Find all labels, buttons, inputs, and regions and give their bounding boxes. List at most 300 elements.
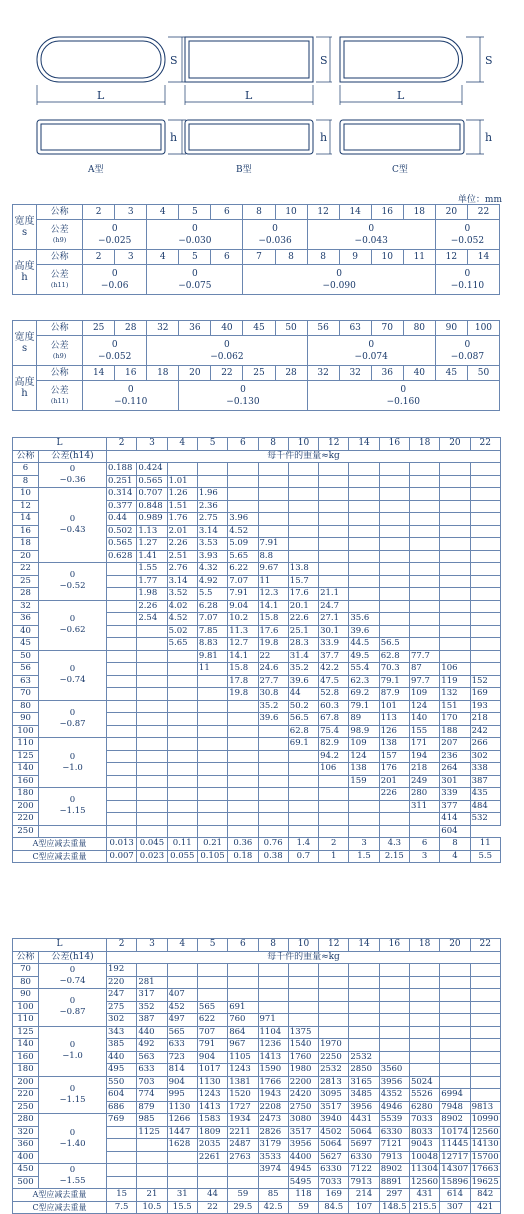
deduct-value: 214	[349, 1189, 379, 1202]
weight-value: 532	[470, 813, 500, 826]
deduct-value: 614	[440, 1189, 470, 1202]
deduct-value: 15.5	[167, 1201, 197, 1214]
weight-value: 220	[107, 976, 137, 989]
weight-value	[137, 763, 167, 776]
length-tolerance	[39, 650, 107, 700]
weight-value: 1125	[137, 1126, 167, 1139]
tol-lower: −0.110	[450, 280, 485, 291]
weight-value	[349, 1026, 379, 1039]
weight-value: 1934	[228, 1114, 258, 1127]
weight-value: 1809	[197, 1126, 227, 1139]
height-nominal: 50	[467, 366, 499, 381]
weight-value	[197, 989, 227, 1002]
weight-value	[319, 989, 349, 1002]
weight-value	[409, 638, 439, 651]
key-b-top-outer	[185, 37, 313, 82]
weight-value	[470, 1076, 500, 1089]
weight-value: 1628	[167, 1139, 197, 1152]
weight-value: 264	[440, 763, 470, 776]
weight-value: 50.2	[288, 700, 318, 713]
tol-line: 0	[69, 707, 76, 718]
weight-value	[319, 463, 349, 476]
deduct-value: 0.007	[107, 850, 137, 863]
tol-text: 公差	[50, 225, 69, 235]
weight-value	[167, 688, 197, 701]
height-nominal: 40	[403, 366, 435, 381]
weight-value: 79.1	[379, 675, 409, 688]
weight-value: 563	[137, 1051, 167, 1064]
weight-value: 1243	[228, 1064, 258, 1077]
weight-value	[470, 663, 500, 676]
weight-value	[167, 738, 197, 751]
weight-value	[197, 788, 227, 801]
weight-value	[107, 1151, 137, 1164]
weight-value: 7121	[379, 1139, 409, 1152]
length-tolerance	[39, 1114, 107, 1164]
weight-value	[197, 750, 227, 763]
tol-line: −0.74	[59, 675, 86, 685]
weight-value	[107, 663, 137, 676]
weight-value: 171	[409, 738, 439, 751]
weight-value: 37.7	[319, 650, 349, 663]
length-nominal: 70	[13, 964, 39, 977]
weight-value: 864	[228, 1026, 258, 1039]
weight-value: 3095	[319, 1089, 349, 1102]
weight-value: 33.9	[319, 638, 349, 651]
weight-value: 56.5	[379, 638, 409, 651]
weight-value: 14.1	[258, 600, 288, 613]
weight-value	[409, 500, 439, 513]
weight-value	[379, 488, 409, 501]
weight-value	[349, 600, 379, 613]
weight-value	[440, 538, 470, 551]
weight-value	[137, 675, 167, 688]
weight-value: 497	[167, 1014, 197, 1027]
weight-value	[470, 588, 500, 601]
weight-value: 0.848	[137, 500, 167, 513]
height-nominal: 14	[467, 250, 499, 265]
weight-value: 407	[167, 989, 197, 1002]
weight-value: 2.26	[137, 600, 167, 613]
tol-lower: −0.025	[98, 235, 132, 246]
tol-upper: 0	[368, 223, 375, 234]
weight-value: 1266	[167, 1114, 197, 1127]
weight-value	[288, 488, 318, 501]
width-column-header: 2	[107, 438, 137, 451]
weight-value	[409, 1039, 439, 1052]
weight-value: 10990	[471, 1114, 499, 1125]
width-tolerance	[147, 220, 243, 250]
tol-lower: −0.052	[450, 235, 485, 246]
key-a-top-outer	[37, 37, 165, 82]
weight-value	[319, 813, 349, 826]
table-row	[13, 1164, 501, 1177]
weight-value: 1980	[288, 1064, 318, 1077]
deduct-value: 59	[288, 1201, 318, 1214]
height-nominal: 7	[243, 250, 275, 265]
width-column-header: 22	[470, 939, 500, 952]
weight-value	[440, 563, 470, 576]
weight-value	[228, 800, 258, 813]
weight-value	[319, 475, 349, 488]
weight-value: 3956	[379, 1076, 409, 1089]
weight-value: 440	[107, 1051, 137, 1064]
weight-value	[107, 763, 137, 776]
weight-value: 17.6	[258, 625, 288, 638]
height-tolerance	[243, 265, 435, 295]
weight-value	[379, 613, 409, 626]
weight-value	[349, 563, 379, 576]
tol-upper: 0	[127, 384, 134, 395]
deduct-value: 21	[137, 1189, 167, 1202]
weight-value: 2532	[349, 1051, 379, 1064]
height-text: 高度	[14, 261, 35, 272]
width-text: 宽度	[14, 216, 35, 227]
weight-value	[470, 463, 500, 476]
weight-value	[258, 1176, 288, 1189]
deduct-value: 3	[349, 838, 379, 851]
weight-value	[228, 463, 258, 476]
weight-value	[228, 500, 258, 513]
tol-line: 0	[69, 1040, 76, 1050]
weight-value	[228, 475, 258, 488]
width-nominal: 6	[211, 205, 243, 220]
weight-value	[288, 513, 318, 526]
length-tolerance	[39, 738, 107, 788]
weight-value: 89	[349, 713, 379, 726]
weight-value: 1.96	[197, 488, 227, 501]
weight-value: 5627	[319, 1151, 349, 1164]
table-row	[13, 989, 501, 1002]
weight-value	[167, 663, 197, 676]
dim-l-b: L	[245, 89, 253, 102]
weight-value: 47.5	[319, 675, 349, 688]
deduct-value: 5.5	[470, 850, 500, 863]
width-nominal: 45	[243, 321, 275, 336]
weight-value	[409, 463, 439, 476]
weight-value	[379, 825, 409, 838]
deduct-value: 31	[167, 1189, 197, 1202]
height-nominal: 10	[371, 250, 403, 265]
weight-value	[167, 750, 197, 763]
deduct-value: 10.5	[137, 1201, 167, 1214]
width-column-header: 8	[258, 939, 288, 952]
key-a-side-inner	[41, 124, 161, 150]
length-nominal: 40	[13, 625, 39, 638]
weight-value: 2211	[228, 1126, 258, 1139]
weight-value: 44	[288, 688, 318, 701]
weight-value: 201	[379, 775, 409, 788]
length-nominal: 36	[13, 613, 39, 626]
weight-value	[319, 550, 349, 563]
weight-value: 1520	[228, 1089, 258, 1102]
weight-value: 1760	[288, 1051, 318, 1064]
weight-value	[319, 800, 349, 813]
length-nominal: 22	[13, 563, 39, 576]
weight-value	[137, 750, 167, 763]
width-column-header: 16	[379, 438, 409, 451]
tol-upper: 0	[464, 268, 471, 279]
weight-value	[288, 800, 318, 813]
length-nominal: 280	[13, 1114, 39, 1127]
weight-value: 1.01	[167, 475, 197, 488]
weight-value: 9.04	[228, 600, 258, 613]
weight-value: 1540	[288, 1039, 318, 1052]
length-nominal: 220	[13, 1089, 39, 1102]
weight-value	[409, 813, 439, 826]
weight-value: 1.76	[167, 513, 197, 526]
weight-value: 5697	[349, 1139, 379, 1152]
tol-line: 0	[69, 1165, 76, 1175]
weight-value	[167, 763, 197, 776]
length-nominal: 100	[13, 1001, 39, 1014]
weight-value: 12717	[441, 1151, 469, 1162]
weight-value: 124	[409, 700, 439, 713]
weight-value: 904	[197, 1051, 227, 1064]
nominal-header: 公称	[13, 951, 39, 964]
weight-value	[107, 675, 137, 688]
weight-value: 4431	[349, 1114, 379, 1127]
weight-value	[440, 588, 470, 601]
length-nominal: 100	[13, 725, 39, 738]
weight-value	[167, 725, 197, 738]
weight-value: 0.628	[107, 550, 137, 563]
weight-value	[409, 1001, 439, 1014]
weight-value	[470, 650, 500, 663]
weight-value: 7.91	[228, 588, 258, 601]
key-c-side-outer	[340, 120, 464, 154]
deduct-value: 0.055	[167, 850, 197, 863]
nominal-label: 公称	[37, 250, 83, 265]
width-column-header: 6	[228, 939, 258, 952]
height-tolerance	[435, 265, 499, 295]
weight-value	[409, 575, 439, 588]
weight-value	[197, 775, 227, 788]
deduct-value: 1.5	[349, 850, 379, 863]
weight-value: 4.92	[197, 575, 227, 588]
table-row	[13, 964, 501, 977]
weight-value: 1447	[167, 1126, 197, 1139]
weight-value: 49.5	[349, 650, 379, 663]
length-tolerance	[39, 788, 107, 826]
weight-value	[379, 538, 409, 551]
key-types-diagram	[0, 0, 524, 185]
length-nominal: 110	[13, 738, 39, 751]
weight-value: 339	[440, 788, 470, 801]
tol-line: −0.36	[59, 475, 86, 485]
weight-value: 5024	[409, 1076, 439, 1089]
width-column-header: 6	[228, 438, 258, 451]
weight-value: 1766	[258, 1076, 288, 1089]
weight-value: 452	[167, 1001, 197, 1014]
weight-value: 7948	[440, 1101, 470, 1114]
weight-value: 1.27	[137, 538, 167, 551]
deduct-value: 22	[197, 1201, 227, 1214]
weight-value	[107, 775, 137, 788]
weight-value: 1727	[228, 1101, 258, 1114]
weight-value: 7.91	[258, 538, 288, 551]
weight-value	[349, 500, 379, 513]
weight-value: 879	[137, 1101, 167, 1114]
weight-value	[379, 1026, 409, 1039]
weight-value	[137, 825, 167, 838]
height-nominal: 16	[115, 366, 147, 381]
nominal-label: 公称	[37, 321, 83, 336]
deduct-value: 44	[197, 1189, 227, 1202]
height-nominal: 20	[179, 366, 211, 381]
weight-value: 55.4	[349, 663, 379, 676]
weight-value	[288, 788, 318, 801]
weight-value	[319, 488, 349, 501]
tol-text: 公差	[50, 386, 69, 396]
length-nominal: 28	[13, 588, 39, 601]
weight-value: 1130	[197, 1076, 227, 1089]
nominal-label: 公称	[37, 366, 83, 381]
length-header: L	[13, 438, 107, 451]
weight-value: 5526	[409, 1089, 439, 1102]
weight-value	[107, 800, 137, 813]
tol-line: −0.43	[59, 525, 86, 535]
weight-value: 4400	[288, 1151, 318, 1164]
weight-value: 1943	[258, 1089, 288, 1102]
weight-value	[137, 775, 167, 788]
weight-value: 62.3	[349, 675, 379, 688]
weight-value	[349, 575, 379, 588]
weight-value	[470, 613, 500, 626]
weight-value: 3956	[349, 1101, 379, 1114]
weight-value: 769	[107, 1114, 137, 1127]
length-tolerance	[39, 989, 107, 1027]
weight-value	[470, 600, 500, 613]
weight-value	[137, 1151, 167, 1164]
weight-value: 132	[440, 688, 470, 701]
weight-value: 414	[440, 813, 470, 826]
height-nominal: 32	[339, 366, 371, 381]
weight-header: 每千件的重量≈kg	[107, 951, 501, 964]
weight-value: 8.8	[258, 550, 288, 563]
weight-value: 703	[137, 1076, 167, 1089]
weight-value: 317	[137, 989, 167, 1002]
length-nominal: 8	[13, 475, 39, 488]
weight-value	[409, 563, 439, 576]
weight-value: 106	[440, 663, 470, 676]
length-nominal: 12	[13, 500, 39, 513]
weight-value: 3.53	[197, 538, 227, 551]
weight-value	[197, 1176, 227, 1189]
height-nominal: 3	[115, 250, 147, 265]
weight-value: 0.502	[107, 525, 137, 538]
height-nominal: 9	[339, 250, 371, 265]
tol-upper: 0	[191, 223, 198, 234]
weight-value: 2532	[319, 1064, 349, 1077]
tol-line: 0	[69, 664, 76, 674]
weight-value: 2035	[197, 1139, 227, 1152]
weight-value	[137, 738, 167, 751]
tol-line: 0	[69, 795, 76, 806]
weight-value: 6330	[379, 1126, 409, 1139]
tol-grade: (h11)	[50, 397, 69, 405]
weight-value: 985	[137, 1114, 167, 1127]
length-nominal: 50	[13, 650, 39, 663]
weight-value	[440, 1051, 470, 1064]
deduct-value: 0.18	[228, 850, 258, 863]
height-nominal: 4	[147, 250, 179, 265]
weight-value	[107, 563, 137, 576]
tol-line: 0	[69, 1127, 76, 1138]
weight-value: 218	[409, 763, 439, 776]
weight-value	[440, 550, 470, 563]
deduct-value: 0.36	[228, 838, 258, 851]
width-column-header: 12	[319, 939, 349, 952]
weight-value	[319, 775, 349, 788]
width-nominal: 18	[403, 205, 435, 220]
weight-value: 1375	[288, 1026, 318, 1039]
tol-upper: 0	[224, 339, 230, 350]
weight-value: 15700	[471, 1151, 499, 1162]
weight-value	[409, 1064, 439, 1077]
weight-value	[167, 976, 197, 989]
weight-value: 2261	[197, 1151, 227, 1164]
weight-value: 495	[107, 1064, 137, 1077]
weight-value: 87	[409, 663, 439, 676]
weight-value	[349, 1001, 379, 1014]
deduct-label: A型应减去重量	[13, 1189, 107, 1202]
weight-value: 2420	[288, 1089, 318, 1102]
height-nominal: 2	[83, 250, 115, 265]
width-column-header: 8	[258, 438, 288, 451]
weight-value: 791	[197, 1039, 227, 1052]
weight-value	[228, 989, 258, 1002]
width-nominal: 2	[83, 205, 115, 220]
weight-value	[167, 825, 197, 838]
weight-value	[228, 738, 258, 751]
width-nominal: 40	[211, 321, 243, 336]
weight-value: 218	[470, 713, 500, 726]
weight-value	[440, 1026, 470, 1039]
length-tolerance	[39, 1164, 107, 1189]
length-nominal: 360	[13, 1139, 39, 1152]
weight-value: 5495	[288, 1176, 318, 1189]
weight-value	[319, 500, 349, 513]
weight-value: 2.26	[167, 538, 197, 551]
weight-value	[258, 825, 288, 838]
width-tolerance	[83, 220, 147, 250]
weight-value	[349, 513, 379, 526]
tol-line: −1.55	[59, 1176, 86, 1186]
weight-value	[349, 1039, 379, 1052]
tol-lower: −0.130	[226, 396, 260, 407]
width-column-header: 10	[288, 438, 318, 451]
weight-value	[258, 738, 288, 751]
weight-value: 9813	[470, 1101, 500, 1114]
weight-value	[167, 1176, 197, 1189]
tol-line: −1.0	[62, 762, 83, 773]
weight-value	[379, 989, 409, 1002]
weight-value: 633	[137, 1064, 167, 1077]
weight-value: 3956	[288, 1139, 318, 1152]
weight-value	[167, 964, 197, 977]
weight-value: 904	[167, 1076, 197, 1089]
weight-value: 8902	[379, 1164, 409, 1177]
deduct-value: 0.11	[167, 838, 197, 851]
weight-value: 69.2	[349, 688, 379, 701]
key-c-top-inner	[344, 41, 458, 78]
weight-value	[409, 1026, 439, 1039]
deduct-value: 0.76	[258, 838, 288, 851]
deduct-value: 2	[319, 838, 349, 851]
weight-value: 98.9	[349, 725, 379, 738]
tol-upper: 0	[336, 268, 342, 279]
